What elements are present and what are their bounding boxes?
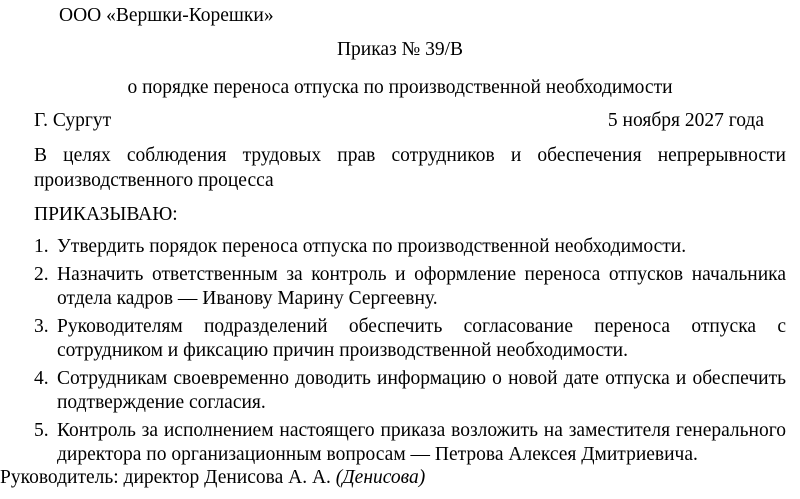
order-item-text: Руководителям подразделений обеспечить согласование переноса отпуска с сотрудником и фиксацию причин производственной необходимости.	[57, 315, 786, 361]
signature-line	[0, 466, 425, 490]
order-item-text: Назначить ответственным за контроль и оформление переноса отпусков начальника отдела кадров — Иванову Марину Сергеевну.	[57, 263, 786, 309]
order-title: Приказ № 39/В	[336, 39, 464, 60]
order-item-number: 5.	[34, 419, 49, 441]
order-item	[34, 367, 786, 415]
order-item-number: 2.	[34, 263, 49, 285]
order-command: ПРИКАЗЫВАЮ:	[34, 204, 178, 225]
order-item-text: Контроль за исполнением настоящего приказа возложить на заместителя генерального директора по организационным вопросам — Петрова Алексея Дмитриевича.	[57, 419, 786, 465]
order-item-text: Утвердить порядок переноса отпуска по производственной необходимости.	[57, 236, 687, 257]
order-item-text: Сотрудникам своевременно доводить информацию о новой дате отпуска и обеспечить подтверждение согласия.	[57, 367, 786, 413]
order-date: 5 ноября 2027 года	[607, 110, 764, 131]
order-subtitle: о порядке переноса отпуска по производственной необходимости	[127, 77, 673, 98]
order-place: Г. Сургут	[34, 110, 112, 131]
order-item-number: 3.	[34, 315, 49, 337]
order-item-number: 4.	[34, 367, 49, 389]
order-items-list	[34, 235, 786, 471]
order-preamble: В целях соблюдения трудовых прав сотрудников и обеспечения непрерывности производственного процесса	[34, 145, 786, 191]
order-item	[34, 235, 786, 259]
organization-name: ООО «Вершки-Корешки»	[59, 5, 274, 26]
order-item-number: 1.	[34, 236, 49, 257]
signature-label: Руководитель: директор Денисова А. А.	[0, 467, 331, 488]
order-item	[34, 315, 786, 363]
signature-handwritten: (Денисова)	[335, 467, 426, 488]
order-item	[34, 419, 786, 467]
order-item	[34, 263, 786, 311]
